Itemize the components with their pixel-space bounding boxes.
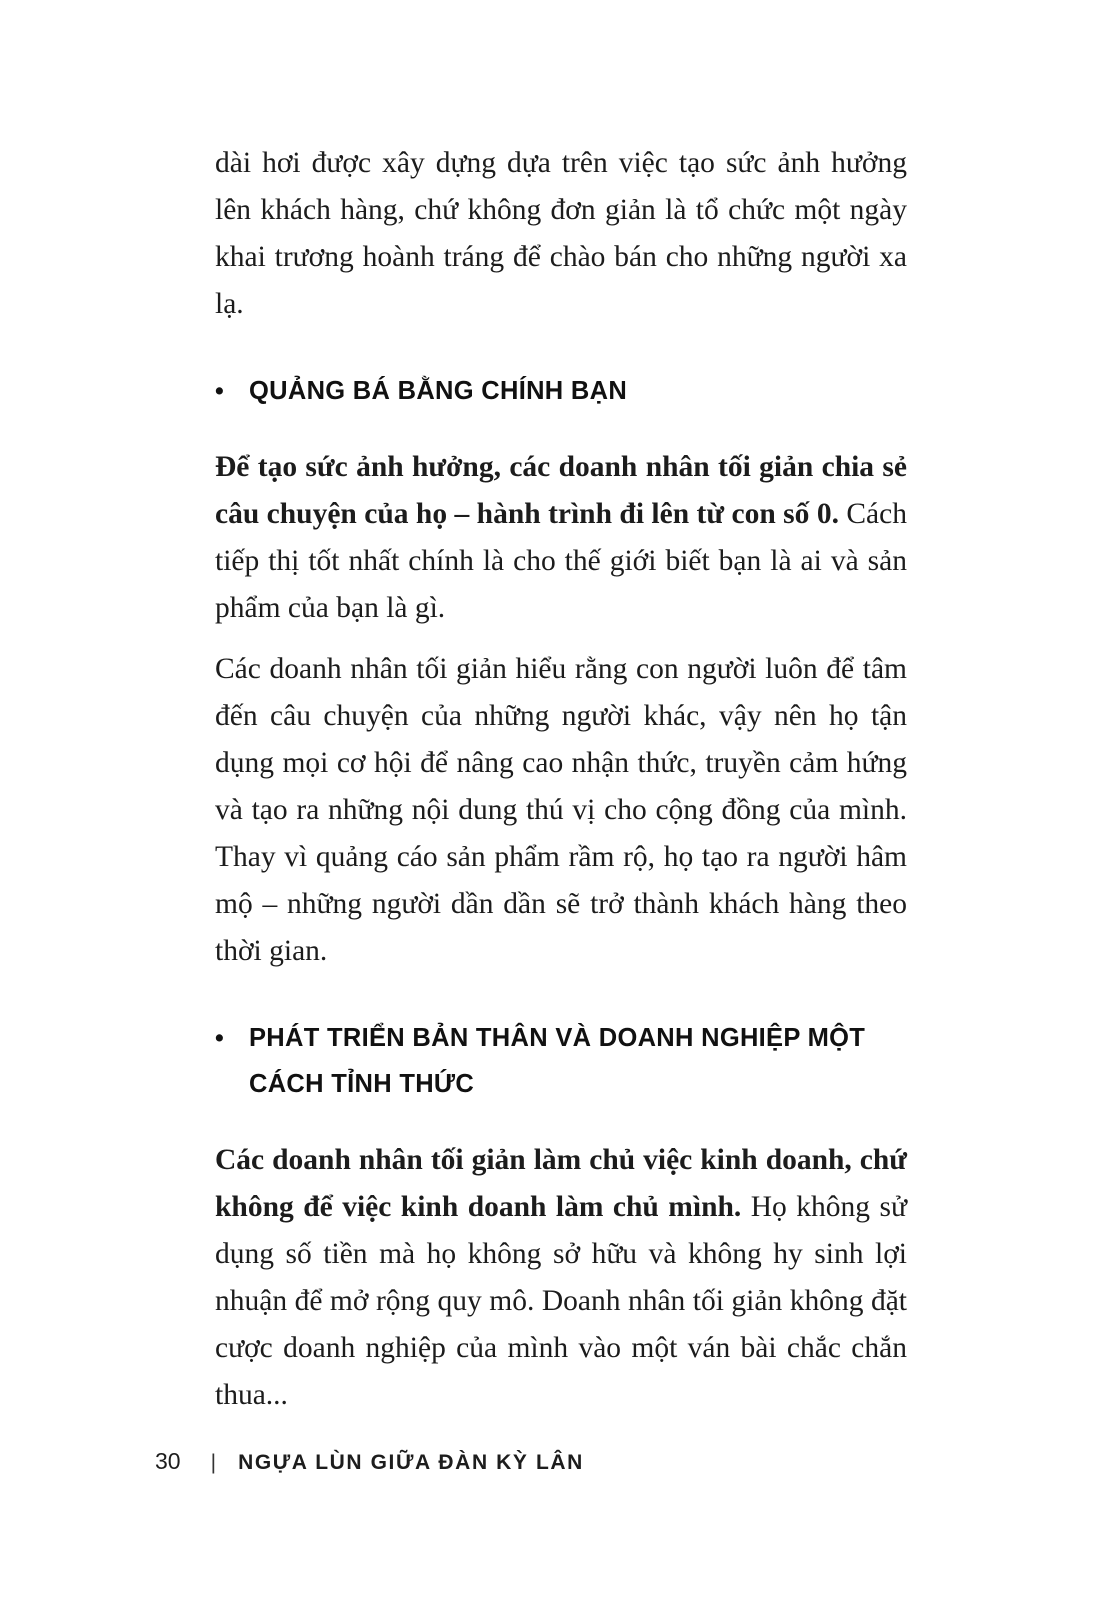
bullet-icon: • [215,377,225,405]
text-block [215,140,907,1433]
section-heading-2-text: PHÁT TRIỂN BẢN THÂN VÀ DOANH NGHIỆP MỘT CÁCH TỈNH THỨC [249,1024,866,1098]
section-heading-1 [215,368,907,414]
footer-separator: | [210,1451,217,1474]
section2-paragraph-1-rest: Họ không sử dụng số tiền mà họ không sở hữu và không hy sinh lợi nhuận để mở rộng quy mô. Doanh nhân tối giản không đặt cược doanh nghiệp của mình vào một ván bài chắc chắn thua... [215,1191,907,1411]
bullet-icon: • [215,1024,225,1052]
section1-paragraph-2: Các doanh nhân tối giản hiểu rằng con người luôn để tâm đến câu chuyện của những người khác, vậy nên họ tận dụng mọi cơ hội để nâng cao nhận thức, truyền cảm hứng và tạo ra những nội dung thú vị cho cộng đồng của mình. Thay vì quảng cáo sản phẩm rầm rộ, họ tạo ra người hâm mộ – những người dần dần sẽ trở thành khách hàng theo thời gian. [215,653,907,967]
section2-paragraph-1 [215,1137,907,1419]
book-title: NGỰA LÙN GIỮA ĐÀN KỲ LÂN [238,1451,584,1474]
section1-paragraph-1 [215,444,907,632]
section1-paragraph-1-bold: Để tạo sức ảnh hưởng, các doanh nhân tối giản chia sẻ câu chuyện của họ – hành trình đi lên từ con số 0. [215,451,907,530]
paragraph-intro: dài hơi được xây dựng dựa trên việc tạo sức ảnh hưởng lên khách hàng, chứ không đơn giản là tổ chức một ngày khai trương hoành tráng để chào bán cho những người xa lạ. [215,147,907,320]
page-footer [155,1448,584,1475]
section2-paragraph-1-bold: Các doanh nhân tối giản làm chủ việc kinh doanh, chứ không để việc kinh doanh làm chủ mình. [215,1144,907,1223]
section1-paragraph-1-rest: Cách tiếp thị tốt nhất chính là cho thế giới biết bạn là ai và sản phẩm của bạn là gì. [215,498,907,624]
section-heading-2 [215,1015,907,1107]
page-number: 30 [155,1448,181,1474]
section-heading-1-text: QUẢNG BÁ BẰNG CHÍNH BẠN [249,377,628,405]
